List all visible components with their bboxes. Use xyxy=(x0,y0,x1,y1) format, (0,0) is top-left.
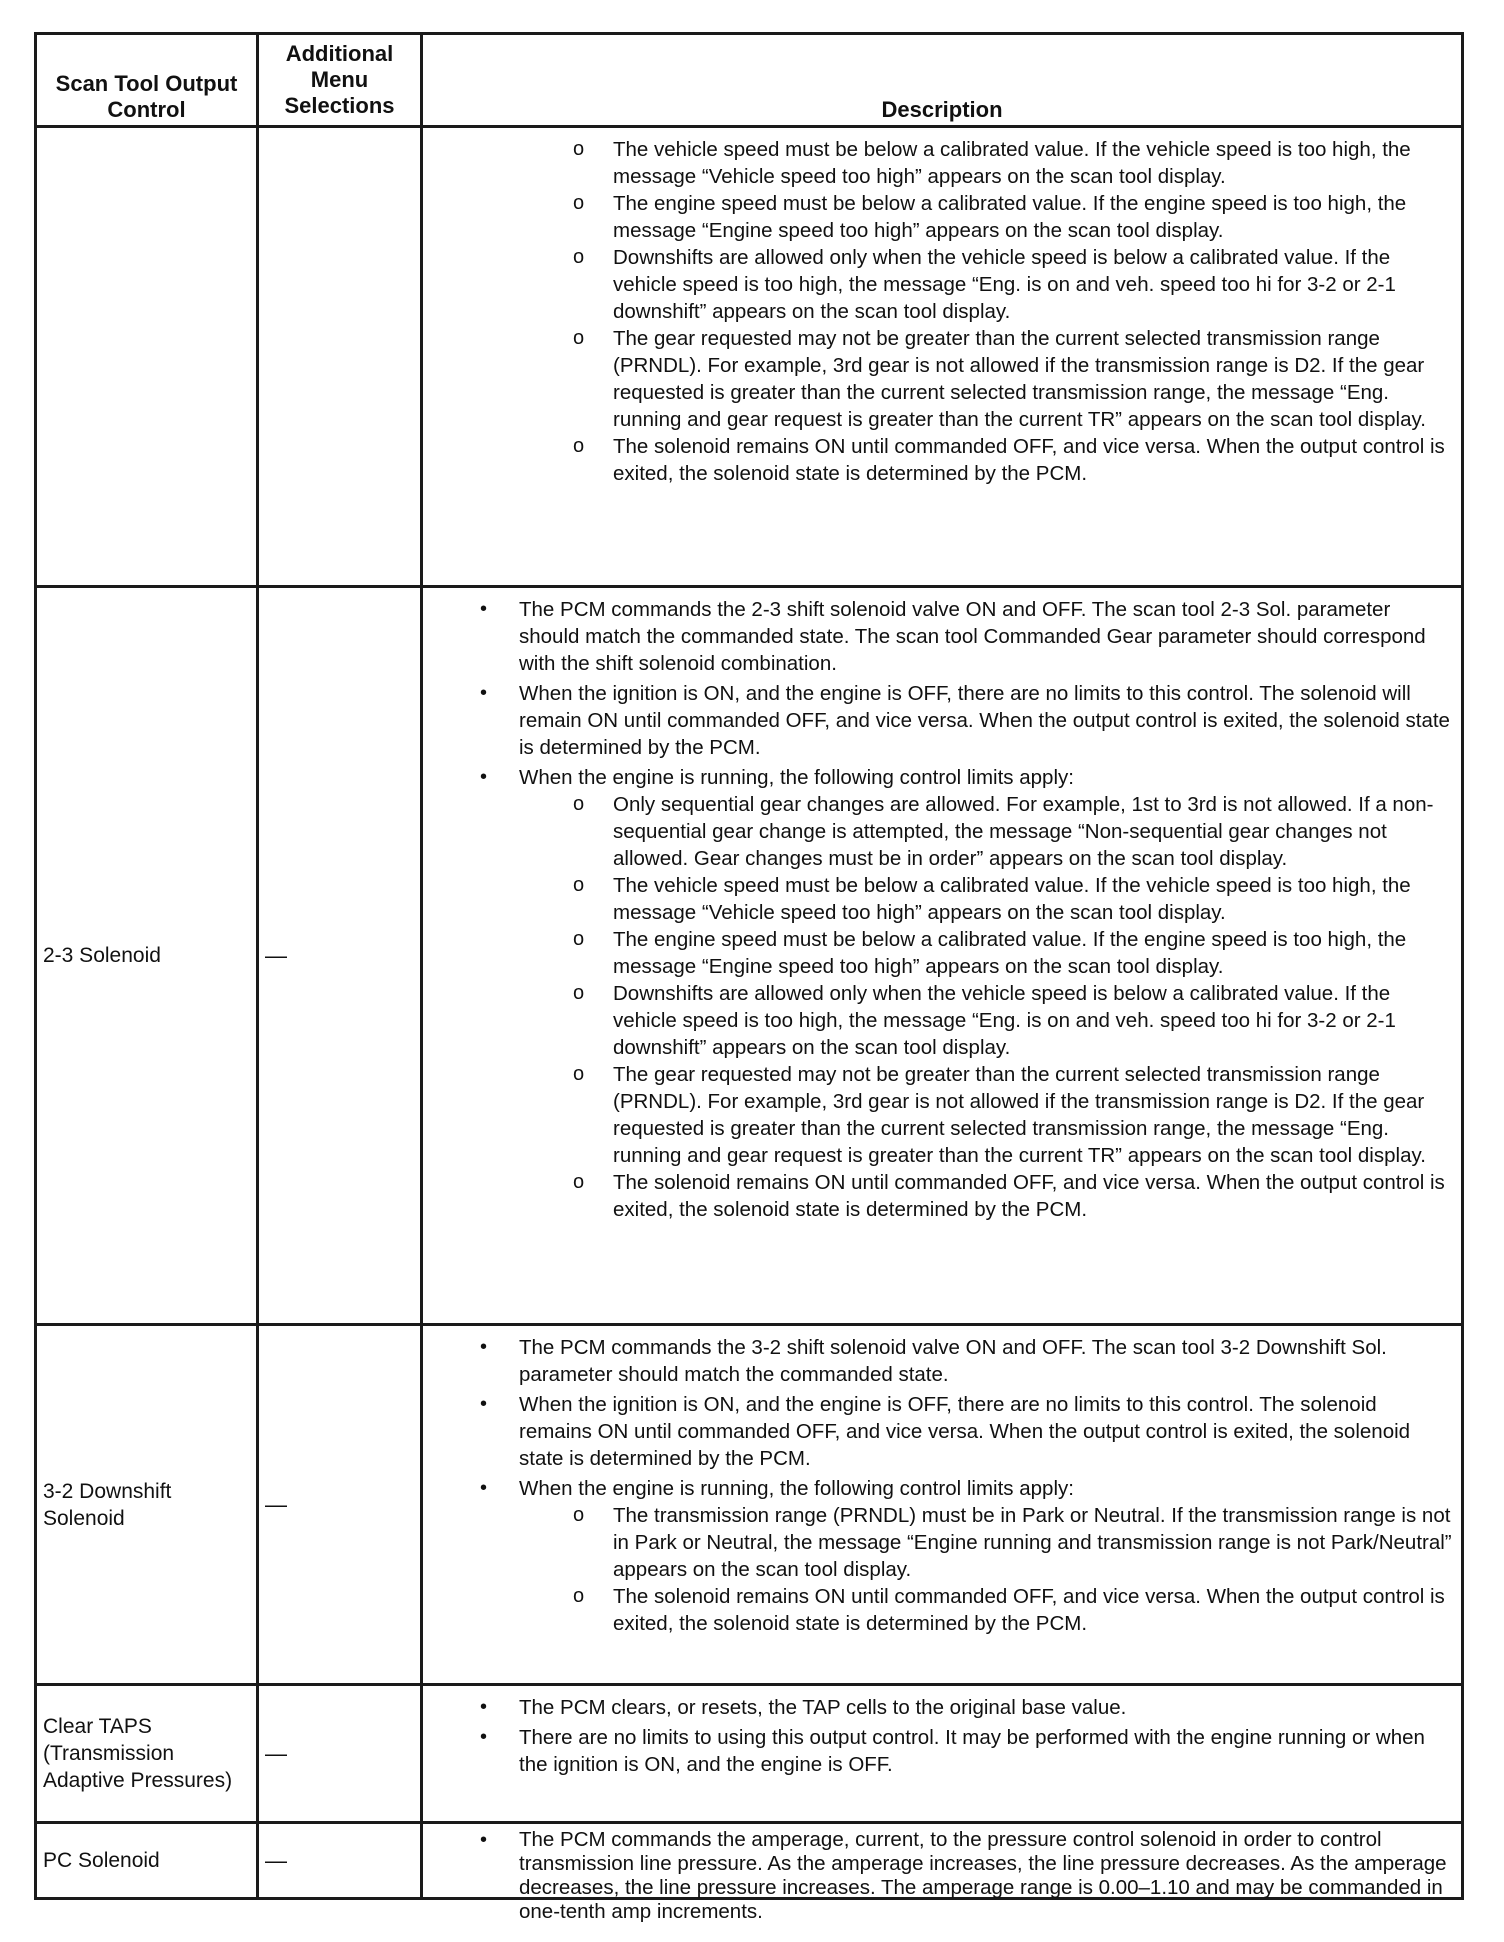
table-row xyxy=(37,1686,1461,1824)
control-cell: 2-3 Solenoid xyxy=(37,588,259,1323)
menu-cell xyxy=(259,128,423,585)
table-row xyxy=(37,128,1461,588)
table-header xyxy=(37,35,1461,128)
list-item: • When the ignition is ON, and the engine is OFF, there are no limits to this control. The solenoid will remain ON until commanded OFF, and vice versa. When the output control is exited, the solenoid state is determined by the PCM. xyxy=(480,682,1450,759)
sub-list-item: o The engine speed must be below a calibrated value. If the engine speed is too high, the message “Engine speed too high” appears on the scan tool display. xyxy=(573,192,1407,242)
sub-list-item: o Downshifts are allowed only when the vehicle speed is below a calibrated value. If the vehicle speed is too high, the message “Eng. is on and veh. speed too hi for 3-2 or 2-1 downshift” appears on the scan tool display. xyxy=(573,246,1396,323)
sub-list-item: o The gear requested may not be greater than the current selected transmission range (PRNDL). For example, 3rd gear is not allowed if the transmission range is D2. If the gear requested is greater than the current selected transmission range, the message “Eng. running and gear request is greater than the current TR” appears on the scan tool display. xyxy=(573,327,1426,431)
list-item: • When the ignition is ON, and the engine is OFF, there are no limits to this control. The solenoid remains ON until commanded OFF, and vice versa. When the output control is exited, the solenoid state is determined by the PCM. xyxy=(480,1393,1411,1470)
menu-cell: — xyxy=(259,1326,423,1683)
description-cell xyxy=(423,588,1461,1323)
table-row xyxy=(37,588,1461,1326)
description-cell xyxy=(423,1326,1461,1683)
sub-list-item: o The vehicle speed must be below a calibrated value. If the vehicle speed is too high, the message “Vehicle speed too high” appears on the scan tool display. xyxy=(573,138,1411,188)
header-additional-menu-selections: Additional Menu Selections xyxy=(259,35,423,125)
header-description: Description xyxy=(881,97,1003,122)
sub-list-item: o The solenoid remains ON until commanded OFF, and vice versa. When the output control is exited, the solenoid state is determined by the PCM. xyxy=(573,1585,1445,1635)
sub-list-item: o The solenoid remains ON until commanded OFF, and vice versa. When the output control is exited, the solenoid state is determined by the PCM. xyxy=(573,435,1445,485)
header-scan-tool-output-control: Scan Tool Output Control xyxy=(37,35,259,125)
output-control-table xyxy=(34,32,1464,1923)
control-cell: 3-2 Downshift Solenoid xyxy=(37,1326,259,1683)
control-cell: PC Solenoid xyxy=(37,1824,259,1897)
sub-list-item: o The transmission range (PRNDL) must be in Park or Neutral. If the transmission range is not in Park or Neutral, the message “Engine running and transmission range is not Park/Neutral” appears on the scan tool display. xyxy=(573,1504,1452,1581)
sub-list-item: o The solenoid remains ON until commanded OFF, and vice versa. When the output control is exited, the solenoid state is determined by the PCM. xyxy=(573,1171,1445,1221)
list-item: • The PCM commands the 2-3 shift solenoid valve ON and OFF. The scan tool 2-3 Sol. parameter should match the commanded state. The scan tool Commanded Gear parameter should correspond with the shift solenoid combination. xyxy=(480,598,1426,675)
list-item: • When the engine is running, the following control limits apply: o The transmission range (PRNDL) must be in Park or Neutral. If the transmission range is not in Park or Neutral, the message “Engine running and transmission range is not Park/Neutral” appears on the scan tool display. o The solenoid remains ON until commanded OFF, and vice versa. When the output control is exited, the solenoid state is determined by the PCM. xyxy=(423,1475,1455,1637)
menu-cell: — xyxy=(259,1686,423,1821)
description-cell xyxy=(423,1686,1461,1821)
menu-cell: — xyxy=(259,588,423,1323)
table-row xyxy=(37,1824,1461,1923)
table-row xyxy=(37,1326,1461,1686)
list-item: • The PCM commands the amperage, current, to the pressure control solenoid in order to control transmission line pressure. As the amperage increases, the line pressure decreases. As the amperage decreases, the line pressure increases. The amperage range is 0.00–1.10 and may be commanded in one-tenth amp increments. xyxy=(480,1828,1447,1923)
control-cell xyxy=(37,128,259,585)
list-item: • The PCM commands the 3-2 shift solenoid valve ON and OFF. The scan tool 3-2 Downshift Sol. parameter should match the commanded state. xyxy=(480,1336,1387,1386)
sub-list-item: o Downshifts are allowed only when the vehicle speed is below a calibrated value. If the vehicle speed is too high, the message “Eng. is on and veh. speed too hi for 3-2 or 2-1 downshift” appears on the scan tool display. xyxy=(573,982,1396,1059)
description-cell xyxy=(423,1824,1461,1923)
control-cell: Clear TAPS (Transmission Adaptive Pressures) xyxy=(37,1686,259,1821)
description-cell xyxy=(423,128,1461,585)
sub-list-item: o The engine speed must be below a calibrated value. If the engine speed is too high, the message “Engine speed too high” appears on the scan tool display. xyxy=(573,928,1407,978)
list-item: • The PCM clears, or resets, the TAP cells to the original base value. xyxy=(480,1696,1127,1719)
sub-list-item: o The vehicle speed must be below a calibrated value. If the vehicle speed is too high, the message “Vehicle speed too high” appears on the scan tool display. xyxy=(573,874,1411,924)
list-item: • There are no limits to using this output control. It may be performed with the engine running or when the ignition is ON, and the engine is OFF. xyxy=(480,1726,1425,1776)
menu-cell: — xyxy=(259,1824,423,1897)
sub-list-item: o Only sequential gear changes are allowed. For example, 1st to 3rd is not allowed. If a non-sequential gear change is attempted, the message “Non-sequential gear changes not allowed. Gear changes must be in order” appears on the scan tool display. xyxy=(573,793,1434,870)
list-item: • When the engine is running, the following control limits apply: o Only sequential gear changes are allowed. For example, 1st to 3rd is not allowed. If a non-sequential gear change is attempted, the message “Non-sequential gear changes not allowed. Gear changes must be in order” appears on the scan tool display. o The vehicle speed must be below a calibrated value. If the vehicle speed is too high, the message “Vehicle speed too high” appears on the scan tool display. o The engine speed must be below a calibrated value. If the engine speed is too high, the message “Engine speed too high” appears on the scan tool display. o Downshifts are allowed only when the vehicle speed is below a calibrated value. If the vehicle speed is too high, the message “Eng. is on and veh. speed too hi for 3-2 or 2-1 downshift” appears on the scan tool display. o The gear requested may not be greater than the current selected transmission range (PRNDL). For example, 3rd gear is not allowed if the transmission range is D2. If the gear requested is greater than the current selected transmission range, the message “Eng. running and gear request is greater than the current TR” appears on the scan tool display. o The solenoid remains ON until commanded OFF, and vice versa. When the output control is exited, the solenoid state is determined by the PCM. xyxy=(423,764,1455,1223)
sub-list-item: o The gear requested may not be greater than the current selected transmission range (PRNDL). For example, 3rd gear is not allowed if the transmission range is D2. If the gear requested is greater than the current selected transmission range, the message “Eng. running and gear request is greater than the current TR” appears on the scan tool display. xyxy=(573,1063,1426,1167)
